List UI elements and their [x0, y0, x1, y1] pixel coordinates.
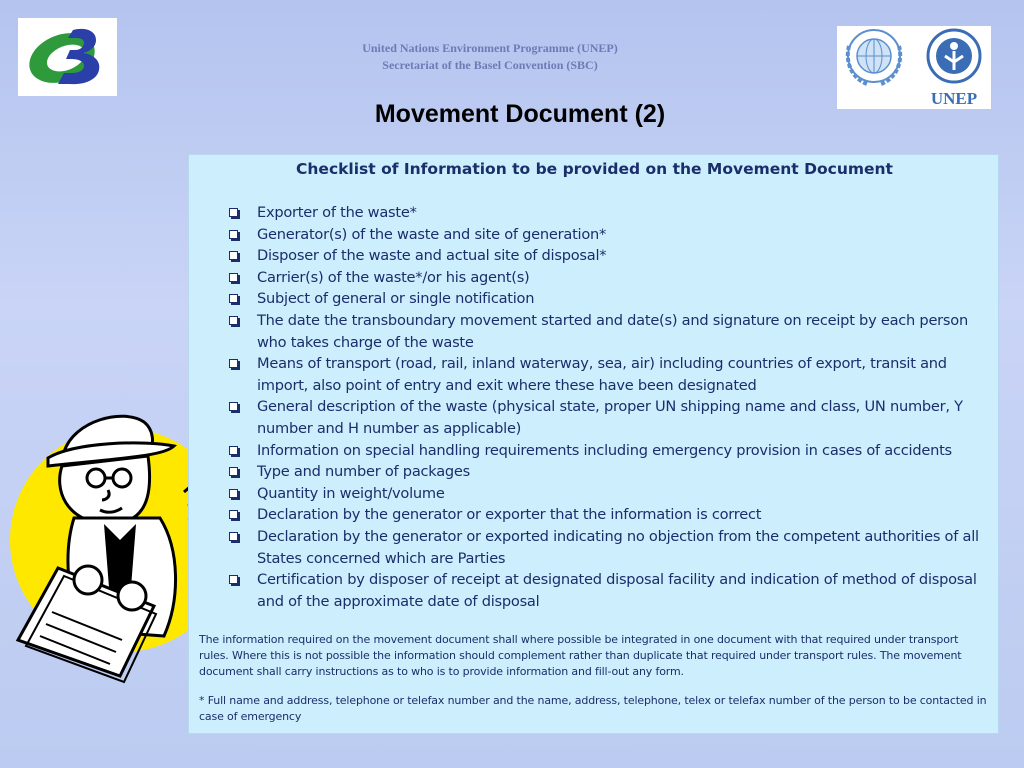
checkbox-bullet-icon [229, 446, 238, 455]
list-item-text: Declaration by the generator or exporter that the information is correct [257, 506, 762, 524]
footnote: * Full name and address, telephone or telefax number and the name, address, telephone, telex or telefax number of the person to be contacted in case of emergency [199, 694, 987, 723]
organization-header [300, 40, 680, 74]
checkbox-bullet-icon [229, 510, 238, 519]
list-item [228, 504, 983, 526]
list-item-text: General description of the waste (physical state, proper UN shipping name and class, UN number, Y number and H number as applicable) [257, 398, 963, 437]
list-item-text: Exporter of the waste* [257, 204, 417, 221]
list-item [228, 526, 983, 569]
list-item-text: Subject of general or single notification [257, 290, 535, 308]
checkbox-bullet-icon [229, 251, 238, 260]
list-item-text: Means of transport (road, rail, inland waterway, sea, air) including countries of export, transit and import, also point of entry and exit where these have been designated [257, 355, 947, 394]
list-item [228, 202, 983, 224]
list-item-text: Information on special handling requirements including emergency provision in cases of accidents [257, 441, 952, 459]
list-item-text: Type and number of packages [257, 463, 471, 481]
checkbox-bullet-icon [229, 294, 238, 303]
checkbox-bullet-icon [229, 402, 238, 411]
list-item [228, 245, 983, 267]
list-item [228, 353, 983, 396]
list-item [228, 396, 983, 439]
checklist-panel [188, 154, 999, 734]
un-emblem-icon [848, 30, 900, 84]
list-item [228, 483, 983, 505]
list-item [228, 267, 983, 289]
list-item [228, 440, 983, 462]
list-item [228, 569, 983, 612]
org-line-sbc: Secretariat of the Basel Convention (SBC) [382, 58, 598, 72]
basel-logo-icon [18, 18, 117, 96]
checkbox-bullet-icon [229, 230, 238, 239]
checkbox-bullet-icon [229, 575, 238, 584]
list-item-text: Generator(s) of the waste and site of generation* [257, 225, 607, 243]
unep-emblem-icon [928, 30, 980, 82]
list-item [228, 224, 983, 246]
un-unep-logo [837, 26, 991, 109]
list-item-text: Disposer of the waste and actual site of disposal* [257, 247, 607, 265]
checkbox-bullet-icon [229, 489, 238, 498]
list-item-text: Declaration by the generator or exported indicating no objection from the competent authorities of all States concerned which are Parties [257, 527, 979, 567]
list-item [228, 461, 983, 483]
checkbox-bullet-icon [229, 467, 238, 476]
basel-convention-logo [18, 18, 117, 96]
list-item-text: Quantity in weight/volume [257, 484, 445, 502]
list-item [228, 288, 983, 310]
org-line-unep: United Nations Environment Programme (UNEP) [362, 41, 618, 55]
unep-wordmark: UNEP [930, 89, 978, 108]
checklist-items [228, 202, 983, 612]
list-item [228, 310, 983, 353]
slide-title: Movement Document (2) [374, 100, 666, 128]
checkbox-bullet-icon [229, 532, 238, 541]
checkbox-bullet-icon [229, 316, 238, 325]
list-item-text: Carrier(s) of the waste*/or his agent(s) [257, 268, 530, 286]
checkbox-bullet-icon [229, 359, 238, 368]
transport-rules-note: The information required on the movement document shall where possible be integrated in one document with that required under transport rules. Where this is not possible the information should complement rather than duplicate that required under transport rules. The movement document shall carry instructions as to who is to provide information and fill-out any form. [199, 633, 962, 678]
checkbox-bullet-icon [229, 273, 238, 282]
list-item-text: Certification by disposer of receipt at designated disposal facility and indication of method of disposal and of the approximate date of disposal [257, 571, 977, 610]
list-item-text: The date the transboundary movement started and date(s) and signature on receipt by each person who takes charge of the waste [257, 311, 968, 351]
checkbox-bullet-icon [229, 208, 238, 217]
un-unep-logo-icon [837, 26, 991, 109]
checklist-title: Checklist of Information to be provided on the Movement Document [296, 160, 893, 178]
